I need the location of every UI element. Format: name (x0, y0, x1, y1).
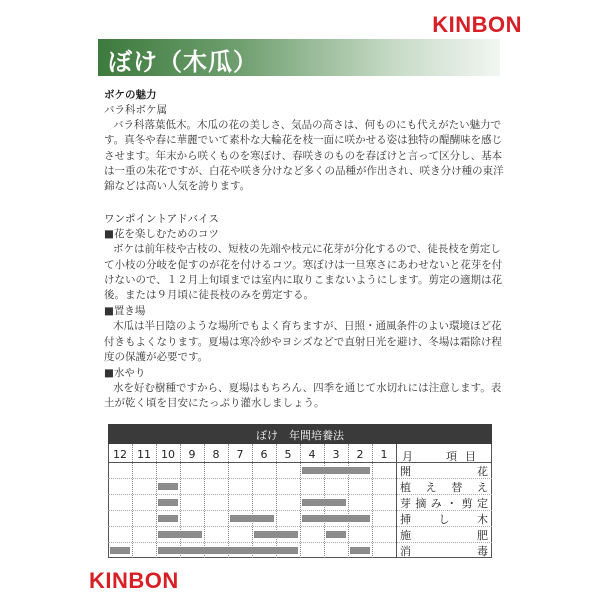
task-period-bar (158, 547, 298, 554)
cultivation-calendar (108, 424, 492, 558)
task-label: 挿し木 (400, 513, 488, 526)
task-period-bar (158, 499, 178, 506)
plant-family: バラ科ボケ属 (104, 104, 167, 116)
chart-title: ぼけ 年間培養法 (256, 429, 344, 442)
task-period-bar (158, 531, 202, 538)
task-period-bar (230, 515, 274, 522)
placement-label: ■置き場 (104, 305, 146, 317)
task-label: 植え替え (400, 481, 488, 494)
task-period-bar (350, 547, 370, 554)
month-label: 12 (113, 448, 127, 461)
brand-logo-bottom: KINBON (89, 568, 179, 593)
task-period-bar (326, 531, 346, 538)
month-label: 8 (212, 448, 220, 461)
month-label: 2 (356, 448, 364, 461)
brand-logo-top: KINBON (432, 12, 522, 37)
task-period-bar (302, 515, 370, 522)
month-label: 3 (332, 448, 340, 461)
chart-title-bar (108, 424, 492, 444)
task-period-bar (302, 499, 346, 506)
month-label: 7 (236, 448, 244, 461)
task-period-bar (302, 467, 370, 474)
task-label: 芽摘み・剪定 (400, 497, 488, 510)
task-label: 消毒 (400, 545, 488, 558)
header-month: 月 (402, 450, 413, 463)
header-item: 項目 (446, 450, 484, 463)
month-label: 6 (260, 448, 268, 461)
task-period-bar (254, 531, 298, 538)
month-label: 1 (380, 448, 388, 461)
month-label: 5 (284, 448, 292, 461)
task-label: 施肥 (400, 529, 488, 542)
charm-heading: ボケの魅力 (104, 89, 157, 101)
month-label: 9 (188, 448, 196, 461)
month-label: 11 (137, 448, 151, 461)
task-period-bar (158, 483, 178, 490)
watering-label: ■水やり (104, 367, 146, 379)
task-period-bar (158, 515, 178, 522)
title-banner (98, 39, 500, 76)
page-title: ぼけ（木瓜） (108, 47, 258, 76)
month-label: 10 (161, 448, 175, 461)
task-label: 開花 (400, 465, 488, 478)
task-period-bar (110, 547, 130, 554)
advice-heading: ワンポイントアドバイス (104, 213, 219, 225)
flower-tips-label: ■花を楽しむためのコツ (104, 228, 219, 240)
month-label: 4 (308, 448, 316, 461)
